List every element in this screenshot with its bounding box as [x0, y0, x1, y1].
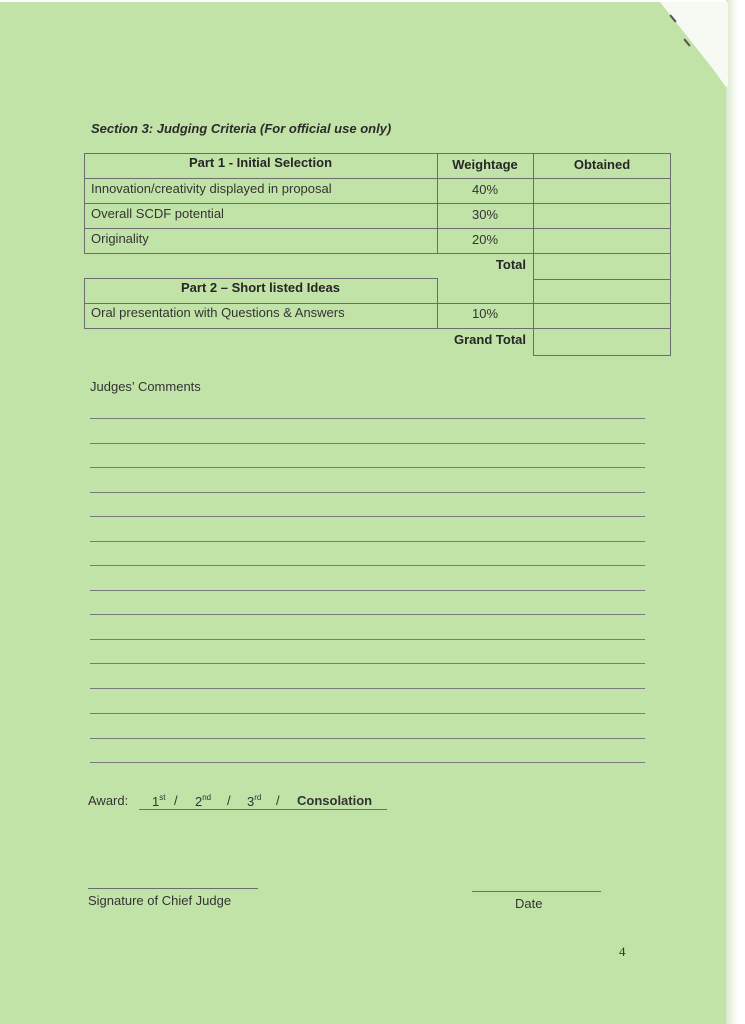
grand-total-label: Grand Total	[454, 332, 526, 347]
total-label: Total	[495, 257, 526, 272]
part1-header: Part 1 - Initial Selection	[188, 155, 333, 170]
signature-line[interactable]	[88, 888, 258, 889]
date-label: Date	[515, 896, 543, 911]
award-third[interactable]: 3rd	[247, 793, 262, 809]
obtained-header: Obtained	[573, 157, 631, 172]
criterion-cell: Originality	[91, 231, 149, 246]
weightage-header: Weightage	[452, 157, 518, 172]
criterion-cell: Overall SCDF potential	[91, 206, 224, 221]
award-second[interactable]: 2nd	[195, 793, 212, 809]
criterion-cell: Oral presentation with Questions & Answers	[91, 305, 345, 320]
judges-comments-label: Judges’ Comments	[90, 379, 201, 394]
section-title: Section 3: Judging Criteria (For official use only)	[91, 121, 392, 136]
weight-cell: 10%	[471, 306, 499, 321]
weight-cell: 20%	[471, 232, 499, 247]
award-underline	[139, 809, 387, 810]
page-edge-shadow	[726, 0, 745, 1024]
page-number: 4	[619, 944, 626, 959]
award-separator: /	[276, 793, 280, 808]
weight-cell: 30%	[471, 207, 499, 222]
date-line[interactable]	[472, 891, 601, 892]
signature-label: Signature of Chief Judge	[88, 893, 232, 908]
award-label: Award:	[88, 793, 129, 808]
weight-cell: 40%	[471, 182, 499, 197]
award-separator: /	[227, 793, 231, 808]
part2-header: Part 2 – Short listed Ideas	[181, 280, 340, 295]
award-first[interactable]: 1st	[152, 793, 166, 809]
criterion-cell: Innovation/creativity displayed in proposal	[91, 181, 332, 196]
award-separator: /	[174, 793, 178, 808]
award-consolation[interactable]: Consolation	[297, 793, 373, 808]
